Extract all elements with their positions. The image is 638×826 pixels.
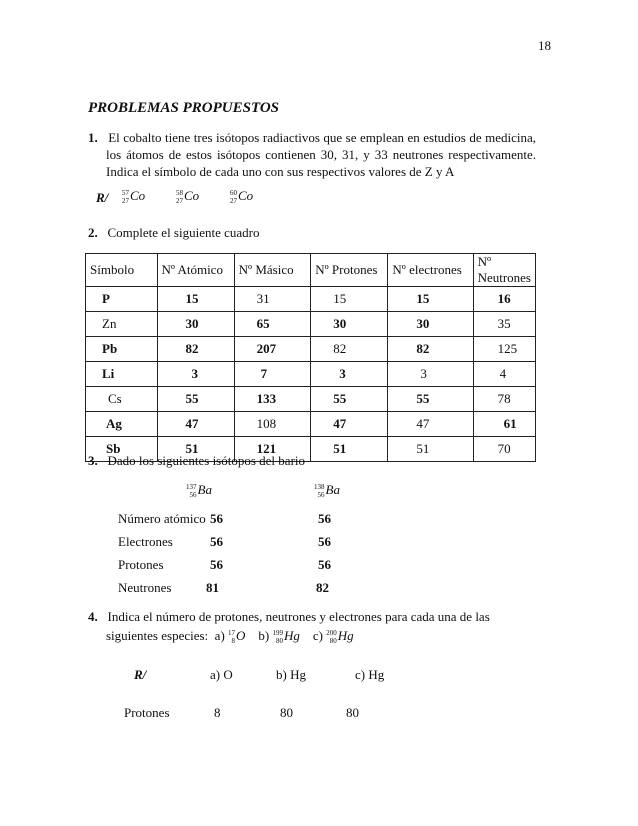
answer-1-label: R/ — [96, 190, 109, 205]
header-electrones: Nº electrones — [388, 254, 473, 287]
cell: 51 — [157, 437, 234, 462]
answer-4-label: R/ — [134, 667, 147, 682]
row-value: 56 — [318, 534, 331, 549]
cell: 82 — [157, 337, 234, 362]
row-value: 56 — [210, 534, 223, 549]
cell: 207 — [234, 337, 311, 362]
cell: 30 — [311, 312, 388, 337]
cell: 78 — [473, 387, 535, 412]
row-value: 82 — [316, 580, 329, 595]
cell: 47 — [388, 412, 473, 437]
cobalt-isotope-58: 58 27 Co — [176, 188, 200, 206]
cell: 82 — [311, 337, 388, 362]
section-heading: PROBLEMAS PROPUESTOS — [88, 100, 280, 116]
cell: Cs — [86, 387, 158, 412]
question-1 — [88, 129, 536, 180]
cell: 70 — [473, 437, 535, 462]
answer-4-col-a: a) O — [210, 667, 233, 682]
table-row — [86, 287, 536, 312]
table-row — [86, 362, 536, 387]
question-1-number: 1. — [88, 130, 98, 145]
question-4-line-2: siguientes especies: a) 17 8 O b) 199 80 Hg c) 200 80 Hg — [106, 628, 354, 646]
barium-isotope-137: 137 56 Ba — [186, 482, 212, 500]
cell: 30 — [157, 312, 234, 337]
answer-4-col-c: c) Hg — [355, 667, 385, 682]
question-1-text: El cobalto tiene tres isótopos radiactivos que se emplean en estudios de medicina, los átomos de estos isótopos contienen 30, 31, y 33 neutrones respectivamente. Indica el símbolo de cada uno con sus respectivos valores de Z y A — [106, 130, 536, 179]
isotope-table — [85, 253, 536, 462]
header-masico: Nº Másico — [234, 254, 311, 287]
cell: 3 — [311, 362, 388, 387]
page-number: 18 — [538, 38, 551, 53]
header-protones: Nº Protones — [311, 254, 388, 287]
cobalt-isotope-57: 57 27 Co — [122, 188, 146, 206]
question-2-text: Complete el siguiente cuadro — [107, 225, 260, 240]
cell: 47 — [311, 412, 388, 437]
answer-4-row-label: Protones — [124, 705, 170, 720]
row-label-numero-atomico: Número atómico — [118, 511, 206, 526]
answer-4-value: 80 — [346, 705, 359, 720]
cell: 61 — [473, 412, 535, 437]
table-row — [86, 412, 536, 437]
cell: 51 — [311, 437, 388, 462]
question-4-line-1: 4. Indica el número de protones, neutrones y electrones para cada una de las — [88, 609, 490, 624]
barium-isotope-138: 138 56 Ba — [314, 482, 340, 500]
row-label-electrones: Electrones — [118, 534, 173, 549]
cell: 55 — [311, 387, 388, 412]
question-3-text: Dado los siguientes isótopos del bario — [107, 453, 306, 468]
cell: Zn — [86, 312, 158, 337]
header-neutrones: Nº Neutrones — [473, 254, 535, 287]
row-label-neutrones: Neutrones — [118, 580, 172, 595]
table-row — [86, 337, 536, 362]
header-atomico: Nº Atómico — [157, 254, 234, 287]
row-value: 81 — [206, 580, 219, 595]
row-value: 56 — [318, 557, 331, 572]
cell: 31 — [234, 287, 311, 312]
table-row — [86, 312, 536, 337]
row-label-protones: Protones — [118, 557, 164, 572]
cell: 55 — [388, 387, 473, 412]
question-3-number: 3. — [88, 453, 98, 468]
answer-4-value: 80 — [280, 705, 293, 720]
cell: 51 — [388, 437, 473, 462]
cell: 15 — [157, 287, 234, 312]
cell: Li — [86, 362, 158, 387]
cell: 3 — [388, 362, 473, 387]
cell: P — [86, 287, 158, 312]
header-simbolo: Símbolo — [86, 254, 158, 287]
cell: 47 — [157, 412, 234, 437]
cell: 16 — [473, 287, 535, 312]
cobalt-isotope-60: 60 27 Co — [230, 188, 254, 206]
cell: 55 — [157, 387, 234, 412]
table-row — [86, 387, 536, 412]
cell: 15 — [388, 287, 473, 312]
cell: 4 — [473, 362, 535, 387]
row-value: 56 — [318, 511, 331, 526]
cell: 65 — [234, 312, 311, 337]
cell: 30 — [388, 312, 473, 337]
answer-4-value: 8 — [214, 705, 221, 720]
answer-4-col-b: b) Hg — [276, 667, 306, 682]
cell: 7 — [234, 362, 311, 387]
cell: 133 — [234, 387, 311, 412]
question-2-number: 2. — [88, 225, 98, 240]
cell: 121 — [234, 437, 311, 462]
question-4-number: 4. — [88, 609, 98, 624]
cell: 82 — [388, 337, 473, 362]
cell: Ag — [86, 412, 158, 437]
cell: 15 — [311, 287, 388, 312]
cell: 108 — [234, 412, 311, 437]
cell: Sb — [86, 437, 158, 462]
cell: 3 — [157, 362, 234, 387]
row-value: 56 — [210, 511, 223, 526]
question-3 — [88, 453, 305, 469]
row-value: 56 — [210, 557, 223, 572]
cell: Pb — [86, 337, 158, 362]
question-2 — [88, 225, 259, 241]
cell: 125 — [473, 337, 535, 362]
table-header-row — [86, 254, 536, 287]
cell: 35 — [473, 312, 535, 337]
